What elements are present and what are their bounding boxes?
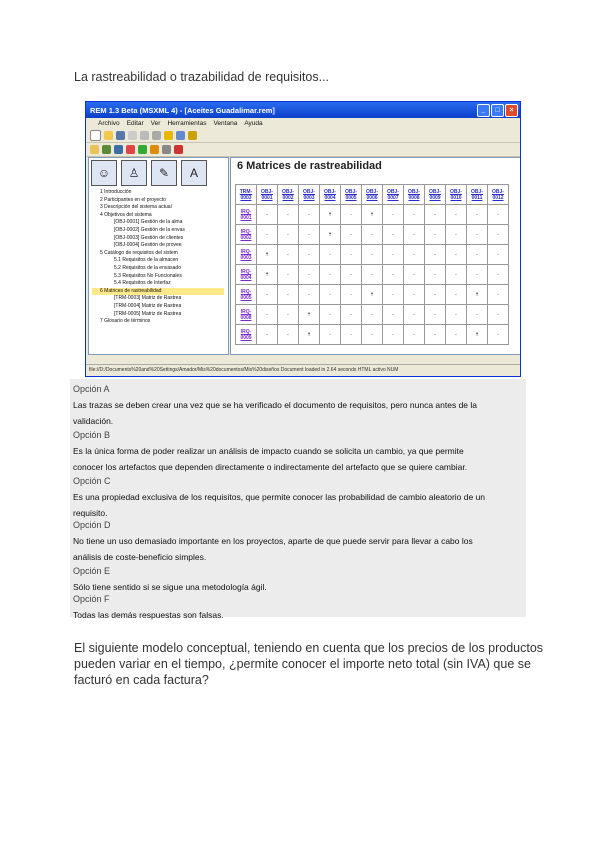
tree-item: 5.4 Requisitos de Interfaz [114, 280, 171, 287]
trace-arrow-icon: ⇡ [299, 305, 320, 325]
project-tree [92, 189, 224, 326]
tree-item: [OBJ-0002] Gestión de la envas [114, 226, 185, 233]
tree-item: 5.1 Requisitos de la almacen [114, 257, 179, 264]
toolbar-1 [86, 129, 520, 143]
search-icon [176, 131, 185, 140]
option-text-line: Es una propiedad exclusiva de los requisitos, que permite conocer las probabilidad de cambio aleatorio de un [73, 492, 486, 502]
option-a[interactable] [73, 381, 477, 429]
traceability-matrix: TRM-0003 OBJ-0001 OBJ-0002 OBJ-0003 OBJ-0004 OBJ-0005 OBJ-0006 OBJ-0007 OBJ-0008 OBJ-0009 OBJ-0010 OBJ-0011 OBJ-0012 IRQ-0001 - - - ⇡ - ⇡ - - - - - - IRQ-0002 - - - ⇡ - - - - - - - - IRQ-0003 ⇡ - - - - - - - - - - - IRQ-0004 ⇡ - - - - - - - - - - - IRQ-0005 - - - - - ⇡ - - - - ⇡ - IRQ-0008 - - ⇡ - - - - - - - - - IRQ-0009 - - ⇡ - - - - - - - ⇡ - [235, 184, 509, 345]
tree-item: 2 Participantes en el proyecto [100, 196, 166, 203]
menu-item: Archivo [98, 120, 120, 127]
option-text-line: análisis de coste-beneficio simples. [73, 552, 207, 562]
requirement-icon [138, 145, 147, 154]
menu-item: Ver [150, 120, 161, 127]
option-label: Opción E [73, 566, 111, 576]
tree-item: 1 Introducción [100, 189, 132, 195]
tree-item: 5 Catálogo de requisitos del sistem [100, 249, 178, 256]
option-c[interactable] [73, 473, 485, 521]
trace-arrow-icon: ⇡ [299, 325, 320, 345]
matrix-row-header: IRQ-0002 [236, 225, 257, 245]
tree-item: 5.2 Requisitos de la envasado [114, 264, 181, 271]
matrix-col: OBJ-0002 [278, 185, 299, 205]
matrix-col: OBJ-0001 [257, 185, 278, 205]
help-icon [188, 131, 197, 140]
option-text-line: No tiene un uso demasiado importante en los proyectos, aparte de que puede servir para llevar a cabo los [73, 536, 473, 546]
window-titlebar [86, 102, 520, 118]
group-icon [102, 145, 111, 154]
matrix-col: OBJ-0004 [320, 185, 341, 205]
tree-tabs [91, 160, 207, 186]
option-d[interactable] [73, 517, 473, 565]
folder-icon [90, 145, 99, 154]
matrix-panel [230, 157, 521, 355]
menubar [86, 118, 520, 129]
tree-item: 5.3 Requisitos No Funcionales [114, 272, 182, 279]
cut-icon [128, 131, 137, 140]
tree-item-selected: 6 Matrices de rastreabilidad [92, 288, 224, 296]
app-screenshot [85, 101, 521, 377]
menu-item: Herramientas [167, 120, 207, 127]
xml-icon [164, 131, 173, 140]
matrix-col: OBJ-0009 [425, 185, 446, 205]
tree-item: [TRM-0004] Matriz de Rastrea [114, 302, 182, 309]
trace-arrow-icon: ⇡ [320, 225, 341, 245]
matrix-col: OBJ-0006 [362, 185, 383, 205]
trace-arrow-icon: ⇡ [257, 245, 278, 265]
tree-item: [OBJ-0003] Gestión de clientes [114, 234, 184, 241]
person-tab-icon: ☺ [91, 160, 117, 186]
tree-item: [OBJ-0004] Gestión de provee [114, 242, 182, 249]
matrix-col: OBJ-0012 [488, 185, 509, 205]
tree-item: [TRM-0003] Matriz de Rastrea [114, 295, 182, 302]
matrix-corner: TRM-0003 [236, 185, 257, 205]
text-tab-icon: A [181, 160, 207, 186]
record-icon [174, 145, 183, 154]
option-text-line: Todas las demás respuestas son falsas. [73, 610, 224, 620]
matrix-row-header: IRQ-0004 [236, 265, 257, 285]
matrix-col: OBJ-0010 [446, 185, 467, 205]
answer-options [70, 379, 526, 620]
people-tab-icon: ♙ [121, 160, 147, 186]
trace-arrow-icon: ⇡ [467, 325, 488, 345]
copy-icon [140, 131, 149, 140]
status-bar: file://D:/Documents%20and%20Settings/Amador/Mis%20documentos/Mis%20diseños Document loaded in 2.64 seconds HTML activo NUM [86, 364, 521, 376]
matrix-col: OBJ-0011 [467, 185, 488, 205]
question-1: La rastreabilidad o trazabilidad de requisitos... [74, 70, 330, 84]
matrix-row-header: IRQ-0008 [236, 305, 257, 325]
paste-icon [152, 131, 161, 140]
new-doc-icon [90, 130, 101, 141]
option-f[interactable] [73, 591, 224, 623]
matrix-col: OBJ-0003 [299, 185, 320, 205]
maximize-icon: □ [491, 104, 504, 117]
minimize-icon: _ [477, 104, 490, 117]
close-icon: × [505, 104, 518, 117]
option-text-line: validación. [73, 416, 114, 426]
option-b[interactable] [73, 427, 467, 475]
tree-item: 7 Glosario de términos [100, 318, 151, 325]
save-icon [116, 131, 125, 140]
option-text-line: Es la única forma de poder realizar un análisis de impacto cuando se solicita un cambio, ya que permite [73, 446, 464, 456]
matrix-col: OBJ-0007 [383, 185, 404, 205]
toolbar-2 [86, 143, 520, 157]
option-text-line: conocer los artefactos que dependen directamente o indirectamente del artefacto que se quiere cambiar. [73, 462, 468, 472]
option-label: Opción C [73, 476, 111, 486]
tree-item: 3 Descripción del sistema actual [100, 204, 172, 211]
option-text-line: Las trazas se deben crear una vez que se ha verificado el documento de requisitos, pero nunca antes de la [73, 400, 478, 410]
menu-item: Ayuda [244, 120, 263, 127]
menu-item: Ventana [213, 120, 238, 127]
document-tab-icon: ✎ [151, 160, 177, 186]
table-icon [162, 145, 171, 154]
panel-title: 6 Matrices de rastreabilidad [237, 160, 382, 172]
trace-arrow-icon: ⇡ [467, 285, 488, 305]
option-label: Opción D [73, 520, 111, 530]
matrix-row-header: IRQ-0003 [236, 245, 257, 265]
menu-item: Editar [126, 120, 144, 127]
open-folder-icon [104, 131, 113, 140]
trace-arrow-icon: ⇡ [362, 205, 383, 225]
trace-arrow-icon: ⇡ [320, 205, 341, 225]
question-2: El siguiente modelo conceptual, teniendo en cuenta que los precios de los productos pueden variar en el tiempo, ¿permite conocer el importe neto total (sin IVA) que se facturó en cada factura? [74, 641, 544, 687]
matrix-col: OBJ-0008 [404, 185, 425, 205]
matrix-row-header: IRQ-0001 [236, 205, 257, 225]
user-icon [114, 145, 123, 154]
option-label: Opción A [73, 384, 110, 394]
option-text-line: requisito. [73, 508, 108, 518]
tree-item: [OBJ-0001] Gestión de la alma [114, 219, 183, 226]
matrix-row-header: IRQ-0005 [236, 285, 257, 305]
trace-arrow-icon: ⇡ [257, 265, 278, 285]
tree-item: 4 Objetivos del sistema [100, 211, 152, 218]
tree-item: [TRM-0005] Matriz de Rastrea [114, 310, 182, 317]
option-label: Opción B [73, 430, 111, 440]
window-title: REM 1.3 Beta (MSXML 4) - [Aceites Guadalimar.rem] [90, 105, 275, 115]
objective-icon [126, 145, 135, 154]
matrix-col: OBJ-0005 [341, 185, 362, 205]
option-label: Opción F [73, 594, 110, 604]
trace-arrow-icon: ⇡ [362, 285, 383, 305]
option-text-line: Sólo tiene sentido si se sigue una metodología ágil. [73, 582, 267, 592]
matrix-icon [150, 145, 159, 154]
matrix-row-header: IRQ-0009 [236, 325, 257, 345]
